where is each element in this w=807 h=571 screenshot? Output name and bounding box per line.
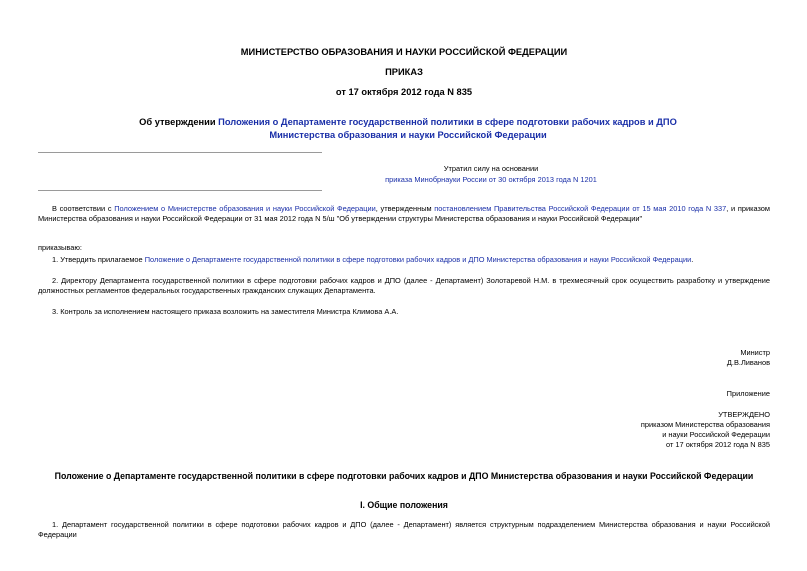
preamble-text-3: , и приказом Министерства образования и науки Российской Федерации от 31 мая 2012 года N 5/ш "Об утверждении структуры Министерства образования и науки Российской Федерации" [38,204,771,223]
regulation-title: Положение о Департаменте государственной политики в сфере подготовки рабочих кадров и ДПО Министерства образования и науки Российской Федерации [54,471,754,481]
signature-block [727,348,770,368]
preamble-paragraph [38,204,770,223]
doc-type-heading: ПРИКАЗ [385,67,423,77]
divider-bottom [38,190,322,191]
preamble-text-1: В соответствии с [52,204,115,213]
regulation-paragraph-1: 1. Департамент государственной политики в сфере подготовки рабочих кадров и ДПО (далее - Департамент) является структурным подразделением Министерства образования и науки Российской Федерации [38,520,770,539]
signature-name: Д.В.Ливанов [726,357,770,367]
item-1 [38,255,770,265]
signature-position: Министр [740,348,770,357]
approved-line-2: и науки Российской Федерации [662,429,770,439]
government-decree-link[interactable]: постановлением Правительства Российской Федерации от 15 мая 2010 года N 337 [434,204,727,213]
ministry-regulation-link[interactable]: Положением о Министерстве образования и науки Российской Федерации [114,204,376,213]
lost-force-note [238,175,744,185]
item-1-regulation-link[interactable]: Положение о Департаменте государственной политики в сфере подготовки рабочих кадров и ДПО Министерства образования и науки Российской Федерации [144,255,692,264]
approval-block [641,410,770,450]
title-regulation-link[interactable]: Положения о Департаменте государственной политики в сфере подготовки рабочих кадров и ДПО Министерства образования и науки Российской Федерации [218,117,677,140]
item-3: 3. Контроль за исполнением настоящего приказа возложить на заместителя Министра Климова А.А. [52,307,399,316]
item-1-suffix: . [691,255,694,264]
approved-label: УТВЕРЖДЕНО [718,410,770,419]
approved-line-3: от 17 октября 2012 года N 835 [666,439,770,449]
item-1-prefix: 1. Утвердить прилагаемое [52,255,145,264]
order-word: приказываю: [38,243,82,252]
title-prefix: Об утверждении [139,117,219,127]
section-1-heading: I. Общие положения [360,500,448,510]
lost-force-line: Утратил силу на основании [443,164,539,173]
lost-force-link[interactable]: приказа Минобрнауки России от 30 октября 2013 года N 1201 [385,175,597,184]
preamble-text-2: , утвержденным [375,204,435,213]
appendix-label: Приложение [726,389,770,398]
divider-top [38,152,322,153]
date-number-heading: от 17 октября 2012 года N 835 [335,87,473,97]
ministry-heading: МИНИСТЕРСТВО ОБРАЗОВАНИЯ И НАУКИ РОССИЙСКОЙ ФЕДЕРАЦИИ [240,47,568,57]
order-title [108,116,708,141]
approved-line-1: приказом Министерства образования [640,419,770,429]
item-2: 2. Директору Департамента государственной политики в сфере подготовки рабочих кадров и ДПО (далее - Департамент) Золотаревой Н.М. в трехмесячный срок осуществить разработку и утверждение должностных регламентов федеральных государственных гражданских служащих Департамента. [38,276,770,295]
